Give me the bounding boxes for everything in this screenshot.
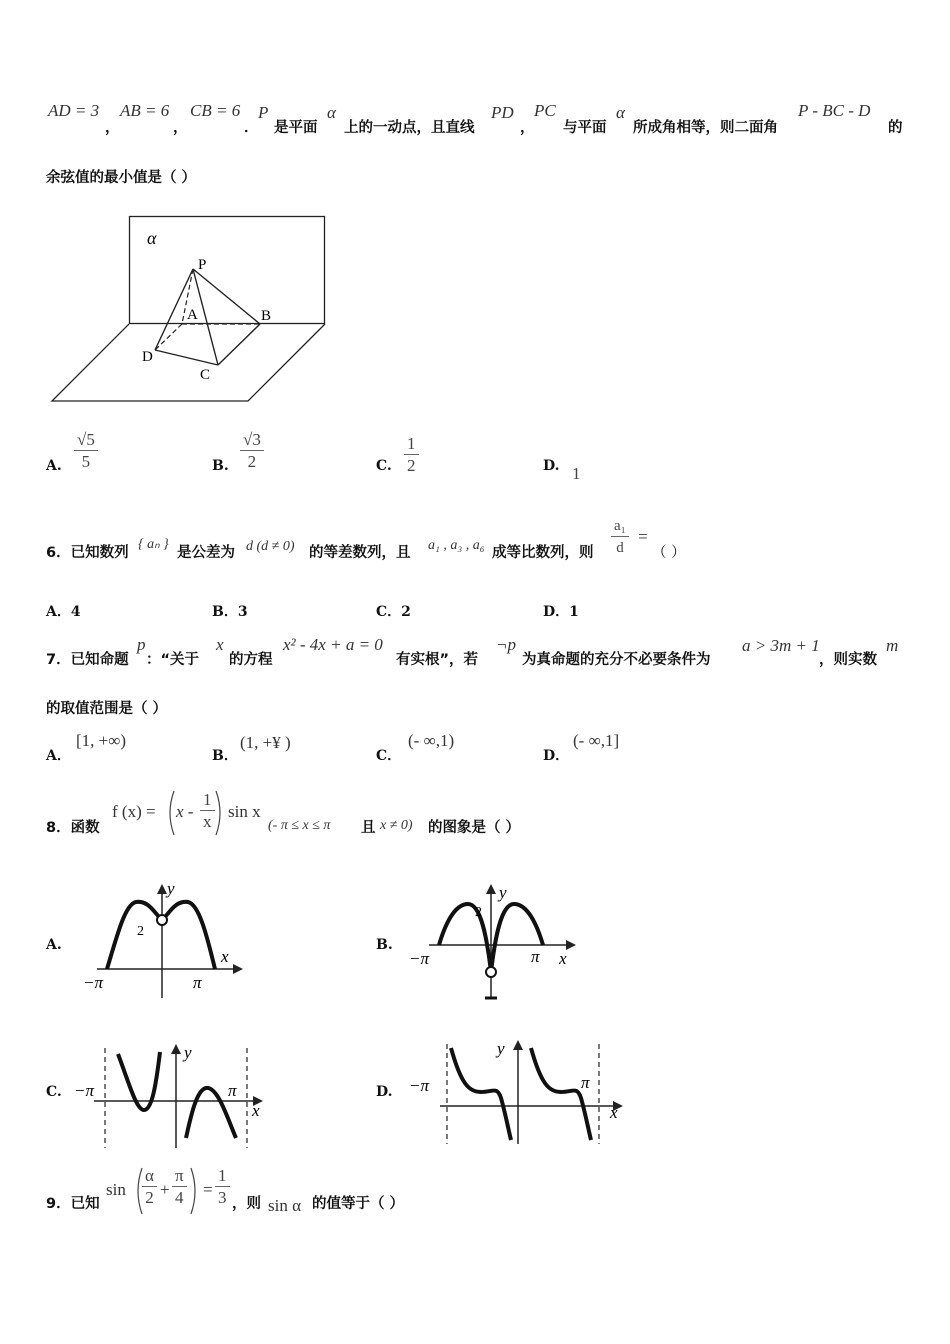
svg-text:π: π [531, 947, 540, 966]
svg-text:y: y [497, 1039, 505, 1058]
cond-ad: AD = 3 [48, 101, 100, 120]
q8-graph-b[interactable] [405, 878, 585, 1003]
alpha: α [327, 103, 336, 122]
cond-cb: CB = 6 [190, 101, 241, 120]
var-p: p [137, 635, 146, 654]
svg-text:π: π [228, 1081, 237, 1100]
line-pc: PC [534, 101, 556, 120]
q6-option-b[interactable]: B．3 [212, 604, 248, 620]
q8-option-b-label: B. [376, 937, 393, 953]
pi-over-4: $\frac{\pi}{4}$ [172, 1166, 187, 1209]
svg-text:y: y [499, 883, 507, 902]
label-alpha: α [147, 228, 157, 248]
q7-option-a[interactable]: [1, +∞) [76, 731, 127, 750]
dihedral-angle: P - BC - D [798, 101, 871, 120]
domain: (- π ≤ x ≤ π [268, 818, 331, 833]
q8-graph-a[interactable] [75, 876, 250, 1001]
q8-option-d-label: D. [376, 1084, 393, 1100]
terms: a₁ , a₃ , a₆ [428, 538, 485, 553]
q5-option-a[interactable]: $\frac{√5}{5}$ [74, 430, 98, 473]
left-paren [164, 789, 176, 837]
q8-graph-c[interactable] [72, 1040, 272, 1150]
svg-text:x: x [252, 1101, 260, 1120]
q8-option-c-label: C. [46, 1084, 62, 1100]
q6-option-d[interactable]: D．1 [543, 604, 579, 620]
not-p: ¬p [496, 635, 516, 654]
svg-text:2: 2 [475, 905, 482, 920]
q5-option-a-label: A. [46, 458, 62, 474]
q5-line2: 余弦值的最小值是（ ） [46, 170, 197, 186]
q7-option-b-label: B． [212, 748, 238, 764]
q7-option-c[interactable]: (- ∞,1) [408, 731, 455, 750]
sin: sin [106, 1180, 126, 1199]
q7-option-c-label: C． [376, 748, 402, 764]
q7-option-d-label: D． [543, 748, 570, 764]
svg-text:−π: −π [83, 973, 103, 992]
var-x: x [216, 635, 224, 654]
q5-option-c[interactable]: $\frac{1}{2}$ [404, 434, 419, 477]
right-paren [214, 789, 226, 837]
var-p: P [258, 103, 269, 122]
q6-fraction: $\frac{\text{a₁}}{d}$ [611, 516, 629, 559]
svg-text:π: π [581, 1073, 590, 1092]
svg-text:y: y [167, 879, 175, 898]
q8-graph-d[interactable] [405, 1036, 635, 1146]
label-d: D [142, 349, 153, 365]
q5-option-b[interactable]: $\frac{√3}{2}$ [240, 430, 264, 473]
svg-text:x: x [610, 1103, 618, 1122]
sin-alpha: sin α [268, 1196, 301, 1215]
var-m: m [886, 636, 899, 655]
q7-option-b[interactable]: (1, +¥ ) [240, 733, 291, 752]
label-p: P [198, 257, 207, 273]
domain-2: x ≠ 0) [380, 818, 413, 833]
q8-fraction: $\frac{1}{x}$ [200, 790, 215, 833]
label-a: A [187, 307, 198, 323]
svg-text:y: y [184, 1043, 192, 1062]
svg-text:−π: −π [409, 949, 429, 968]
q5-option-b-label: B. [212, 458, 229, 474]
svg-text:−π: −π [74, 1081, 94, 1100]
f-lhs: f (x) = [112, 802, 156, 821]
q6-option-a[interactable]: A．4 [46, 604, 81, 620]
cond-ab: AB = 6 [120, 101, 170, 120]
alpha-2: α [616, 103, 625, 122]
label-c: C [200, 367, 211, 383]
svg-text:x: x [559, 949, 567, 968]
svg-text:−π: −π [409, 1076, 429, 1095]
svg-text:π: π [193, 973, 202, 992]
q7-option-d[interactable]: (- ∞,1] [573, 731, 620, 750]
line-pd: PD [491, 103, 514, 122]
equation: x² - 4x + a = 0 [283, 635, 383, 654]
one-third: $\frac{1}{3}$ [215, 1166, 230, 1209]
q5-option-d-label: D. [543, 458, 560, 474]
d-expr: d (d ≠ 0) [246, 539, 295, 554]
svg-text:x: x [221, 947, 229, 966]
q6-option-c[interactable]: C．2 [376, 604, 411, 620]
right-paren [189, 1166, 201, 1216]
q7-line2: 的取值范围是（ ） [46, 701, 168, 717]
condition: a > 3m + 1 [742, 636, 820, 655]
alpha-over-2: $\frac{\alpha}{2}$ [142, 1166, 157, 1209]
q5-figure [50, 212, 330, 407]
q5-option-c-label: C. [376, 458, 392, 474]
seq-an: { aₙ } [138, 537, 169, 552]
svg-text:2: 2 [137, 924, 144, 939]
q8-option-a-label: A. [46, 937, 62, 953]
q7-option-a-label: A． [46, 748, 71, 764]
q5-option-d[interactable]: 1 [572, 464, 581, 483]
label-b: B [261, 308, 272, 324]
sin-x: sin x [228, 802, 261, 821]
